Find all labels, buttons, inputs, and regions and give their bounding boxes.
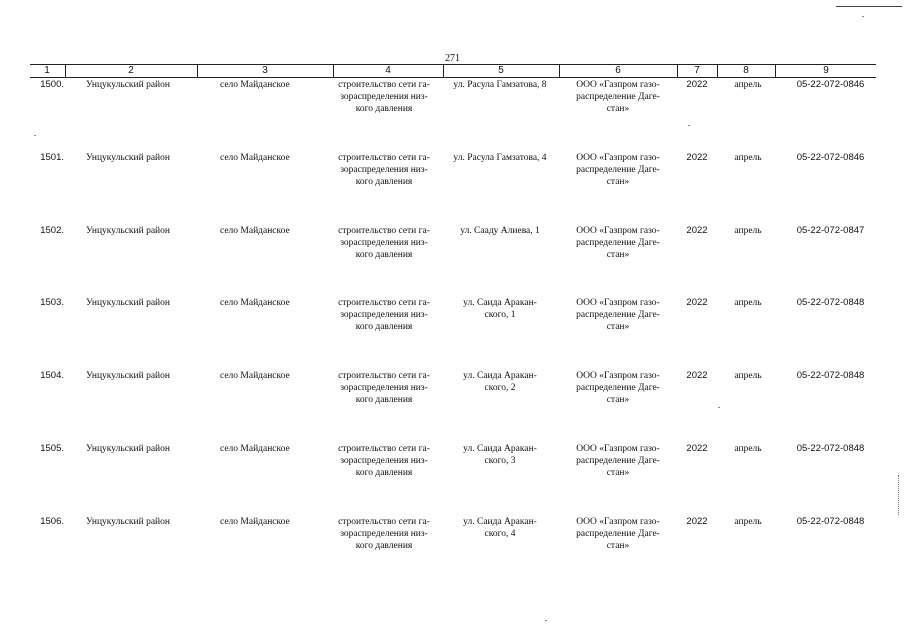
column-header-3: 3 xyxy=(262,65,268,76)
work-line: зораспределения низ- xyxy=(340,456,428,466)
organization-line: ООО «Газпром газо- xyxy=(576,298,660,308)
organization-line: распределение Даге- xyxy=(576,165,660,175)
organization-cell xyxy=(568,297,668,333)
organization-line: распределение Даге- xyxy=(576,310,660,320)
scan-top-line xyxy=(836,6,902,7)
code-cell: 05-22-072-0848 xyxy=(796,516,865,527)
work-line: зораспределения низ- xyxy=(340,310,428,320)
year-cell: 2022 xyxy=(686,516,708,527)
address-line: ул. Сааду Алиева, 1 xyxy=(460,226,540,236)
year-cell: 2022 xyxy=(686,370,708,381)
year-cell: 2022 xyxy=(686,297,708,308)
table-row xyxy=(30,225,876,285)
scan-speck xyxy=(688,125,690,126)
organization-cell xyxy=(568,516,668,552)
code-cell: 05-22-072-0846 xyxy=(796,152,865,163)
address-line: ского, 4 xyxy=(484,529,516,539)
row-number: 1502. xyxy=(40,225,64,236)
month-cell: апрель xyxy=(734,298,762,308)
organization-line: распределение Даге- xyxy=(576,529,660,539)
work-line: строительство сети га- xyxy=(338,80,430,90)
work-line: кого давления xyxy=(355,250,413,260)
district-cell: Унцукульский район xyxy=(86,226,170,236)
address-cell xyxy=(444,152,556,164)
work-type-cell xyxy=(332,297,436,333)
row-number: 1500. xyxy=(40,79,64,90)
settlement-cell: село Майданское xyxy=(220,517,290,527)
work-line: кого давления xyxy=(355,104,413,114)
month-cell: апрель xyxy=(734,153,762,163)
address-line: ского, 2 xyxy=(484,383,516,393)
code-cell: 05-22-072-0846 xyxy=(796,79,865,90)
address-line: ул. Саида Аракан- xyxy=(463,371,537,381)
organization-line: ООО «Газпром газо- xyxy=(576,371,660,381)
organization-line: ООО «Газпром газо- xyxy=(576,444,660,454)
year-cell: 2022 xyxy=(686,225,708,236)
work-line: зораспределения низ- xyxy=(340,92,428,102)
table-row xyxy=(30,516,876,576)
scan-edge-mark xyxy=(898,475,901,515)
work-line: зораспределения низ- xyxy=(340,165,428,175)
settlement-cell: село Майданское xyxy=(220,371,290,381)
year-cell: 2022 xyxy=(686,443,708,454)
address-cell xyxy=(444,370,556,394)
scan-speck xyxy=(862,16,864,17)
table-header xyxy=(30,64,876,78)
district-cell: Унцукульский район xyxy=(86,298,170,308)
work-line: строительство сети га- xyxy=(338,226,430,236)
address-cell xyxy=(444,516,556,540)
work-line: строительство сети га- xyxy=(338,517,430,527)
organization-line: распределение Даге- xyxy=(576,92,660,102)
settlement-cell: село Майданское xyxy=(220,226,290,236)
column-header-2: 2 xyxy=(128,65,134,76)
code-cell: 05-22-072-0848 xyxy=(796,443,865,454)
district-cell: Унцукульский район xyxy=(86,371,170,381)
work-line: строительство сети га- xyxy=(338,371,430,381)
column-header-5: 5 xyxy=(498,65,504,76)
address-line: ского, 3 xyxy=(484,456,516,466)
work-line: строительство сети га- xyxy=(338,444,430,454)
code-cell: 05-22-072-0848 xyxy=(796,370,865,381)
work-line: кого давления xyxy=(355,395,413,405)
address-line: ул. Расула Гамзатова, 8 xyxy=(453,80,547,90)
row-number: 1506. xyxy=(40,516,64,527)
organization-cell xyxy=(568,152,668,188)
month-cell: апрель xyxy=(734,371,762,381)
organization-cell xyxy=(568,443,668,479)
work-type-cell xyxy=(332,516,436,552)
district-cell: Унцукульский район xyxy=(86,444,170,454)
month-cell: апрель xyxy=(734,444,762,454)
district-cell: Унцукульский район xyxy=(86,153,170,163)
code-cell: 05-22-072-0847 xyxy=(796,225,865,236)
table-row xyxy=(30,152,876,212)
address-line: ул. Саида Аракан- xyxy=(463,517,537,527)
month-cell: апрель xyxy=(734,517,762,527)
scan-speck xyxy=(34,135,36,136)
organization-line: распределение Даге- xyxy=(576,238,660,248)
organization-line: ООО «Газпром газо- xyxy=(576,153,660,163)
work-line: строительство сети га- xyxy=(338,298,430,308)
column-header-1: 1 xyxy=(44,65,50,76)
table-row xyxy=(30,443,876,503)
organization-cell xyxy=(568,370,668,406)
organization-line: ООО «Газпром газо- xyxy=(576,80,660,90)
address-line: ского, 1 xyxy=(484,310,516,320)
year-cell: 2022 xyxy=(686,79,708,90)
table-row xyxy=(30,370,876,430)
organization-cell xyxy=(568,225,668,261)
work-line: кого давления xyxy=(355,322,413,332)
organization-line: распределение Даге- xyxy=(576,456,660,466)
settlement-cell: село Майданское xyxy=(220,153,290,163)
district-cell: Унцукульский район xyxy=(86,80,170,90)
organization-line: распределение Даге- xyxy=(576,383,660,393)
work-line: строительство сети га- xyxy=(338,153,430,163)
work-type-cell xyxy=(332,225,436,261)
settlement-cell: село Майданское xyxy=(220,298,290,308)
column-header-8: 8 xyxy=(743,65,749,76)
address-line: ул. Саида Аракан- xyxy=(463,298,537,308)
settlement-cell: село Майданское xyxy=(220,444,290,454)
row-number: 1504. xyxy=(40,370,64,381)
row-number: 1505. xyxy=(40,443,64,454)
settlement-cell: село Майданское xyxy=(220,80,290,90)
work-line: кого давления xyxy=(355,468,413,478)
year-cell: 2022 xyxy=(686,152,708,163)
code-cell: 05-22-072-0848 xyxy=(796,297,865,308)
table-row xyxy=(30,297,876,357)
address-line: ул. Саида Аракан- xyxy=(463,444,537,454)
work-line: зораспределения низ- xyxy=(340,238,428,248)
organization-line: стан» xyxy=(606,104,630,114)
organization-line: стан» xyxy=(606,322,630,332)
work-line: зораспределения низ- xyxy=(340,529,428,539)
organization-cell xyxy=(568,79,668,115)
work-line: кого давления xyxy=(355,541,413,551)
column-header-6: 6 xyxy=(615,65,621,76)
month-cell: апрель xyxy=(734,80,762,90)
table-row xyxy=(30,79,876,139)
address-line: ул. Расула Гамзатова, 4 xyxy=(453,153,547,163)
page-number: 271 xyxy=(445,53,460,64)
work-line: зораспределения низ- xyxy=(340,383,428,393)
address-cell xyxy=(444,297,556,321)
work-type-cell xyxy=(332,79,436,115)
work-type-cell xyxy=(332,152,436,188)
scan-speck xyxy=(545,620,547,621)
row-number: 1503. xyxy=(40,297,64,308)
district-cell: Унцукульский район xyxy=(86,517,170,527)
work-type-cell xyxy=(332,370,436,406)
address-cell xyxy=(444,79,556,91)
organization-line: стан» xyxy=(606,395,630,405)
month-cell: апрель xyxy=(734,226,762,236)
row-number: 1501. xyxy=(40,152,64,163)
work-line: кого давления xyxy=(355,177,413,187)
column-header-9: 9 xyxy=(823,65,829,76)
organization-line: стан» xyxy=(606,250,630,260)
organization-line: стан» xyxy=(606,177,630,187)
organization-line: стан» xyxy=(606,541,630,551)
work-type-cell xyxy=(332,443,436,479)
column-header-4: 4 xyxy=(385,65,391,76)
column-header-7: 7 xyxy=(694,65,700,76)
organization-line: стан» xyxy=(606,468,630,478)
address-cell xyxy=(444,443,556,467)
scan-speck xyxy=(718,407,720,408)
address-cell xyxy=(444,225,556,237)
organization-line: ООО «Газпром газо- xyxy=(576,226,660,236)
organization-line: ООО «Газпром газо- xyxy=(576,517,660,527)
